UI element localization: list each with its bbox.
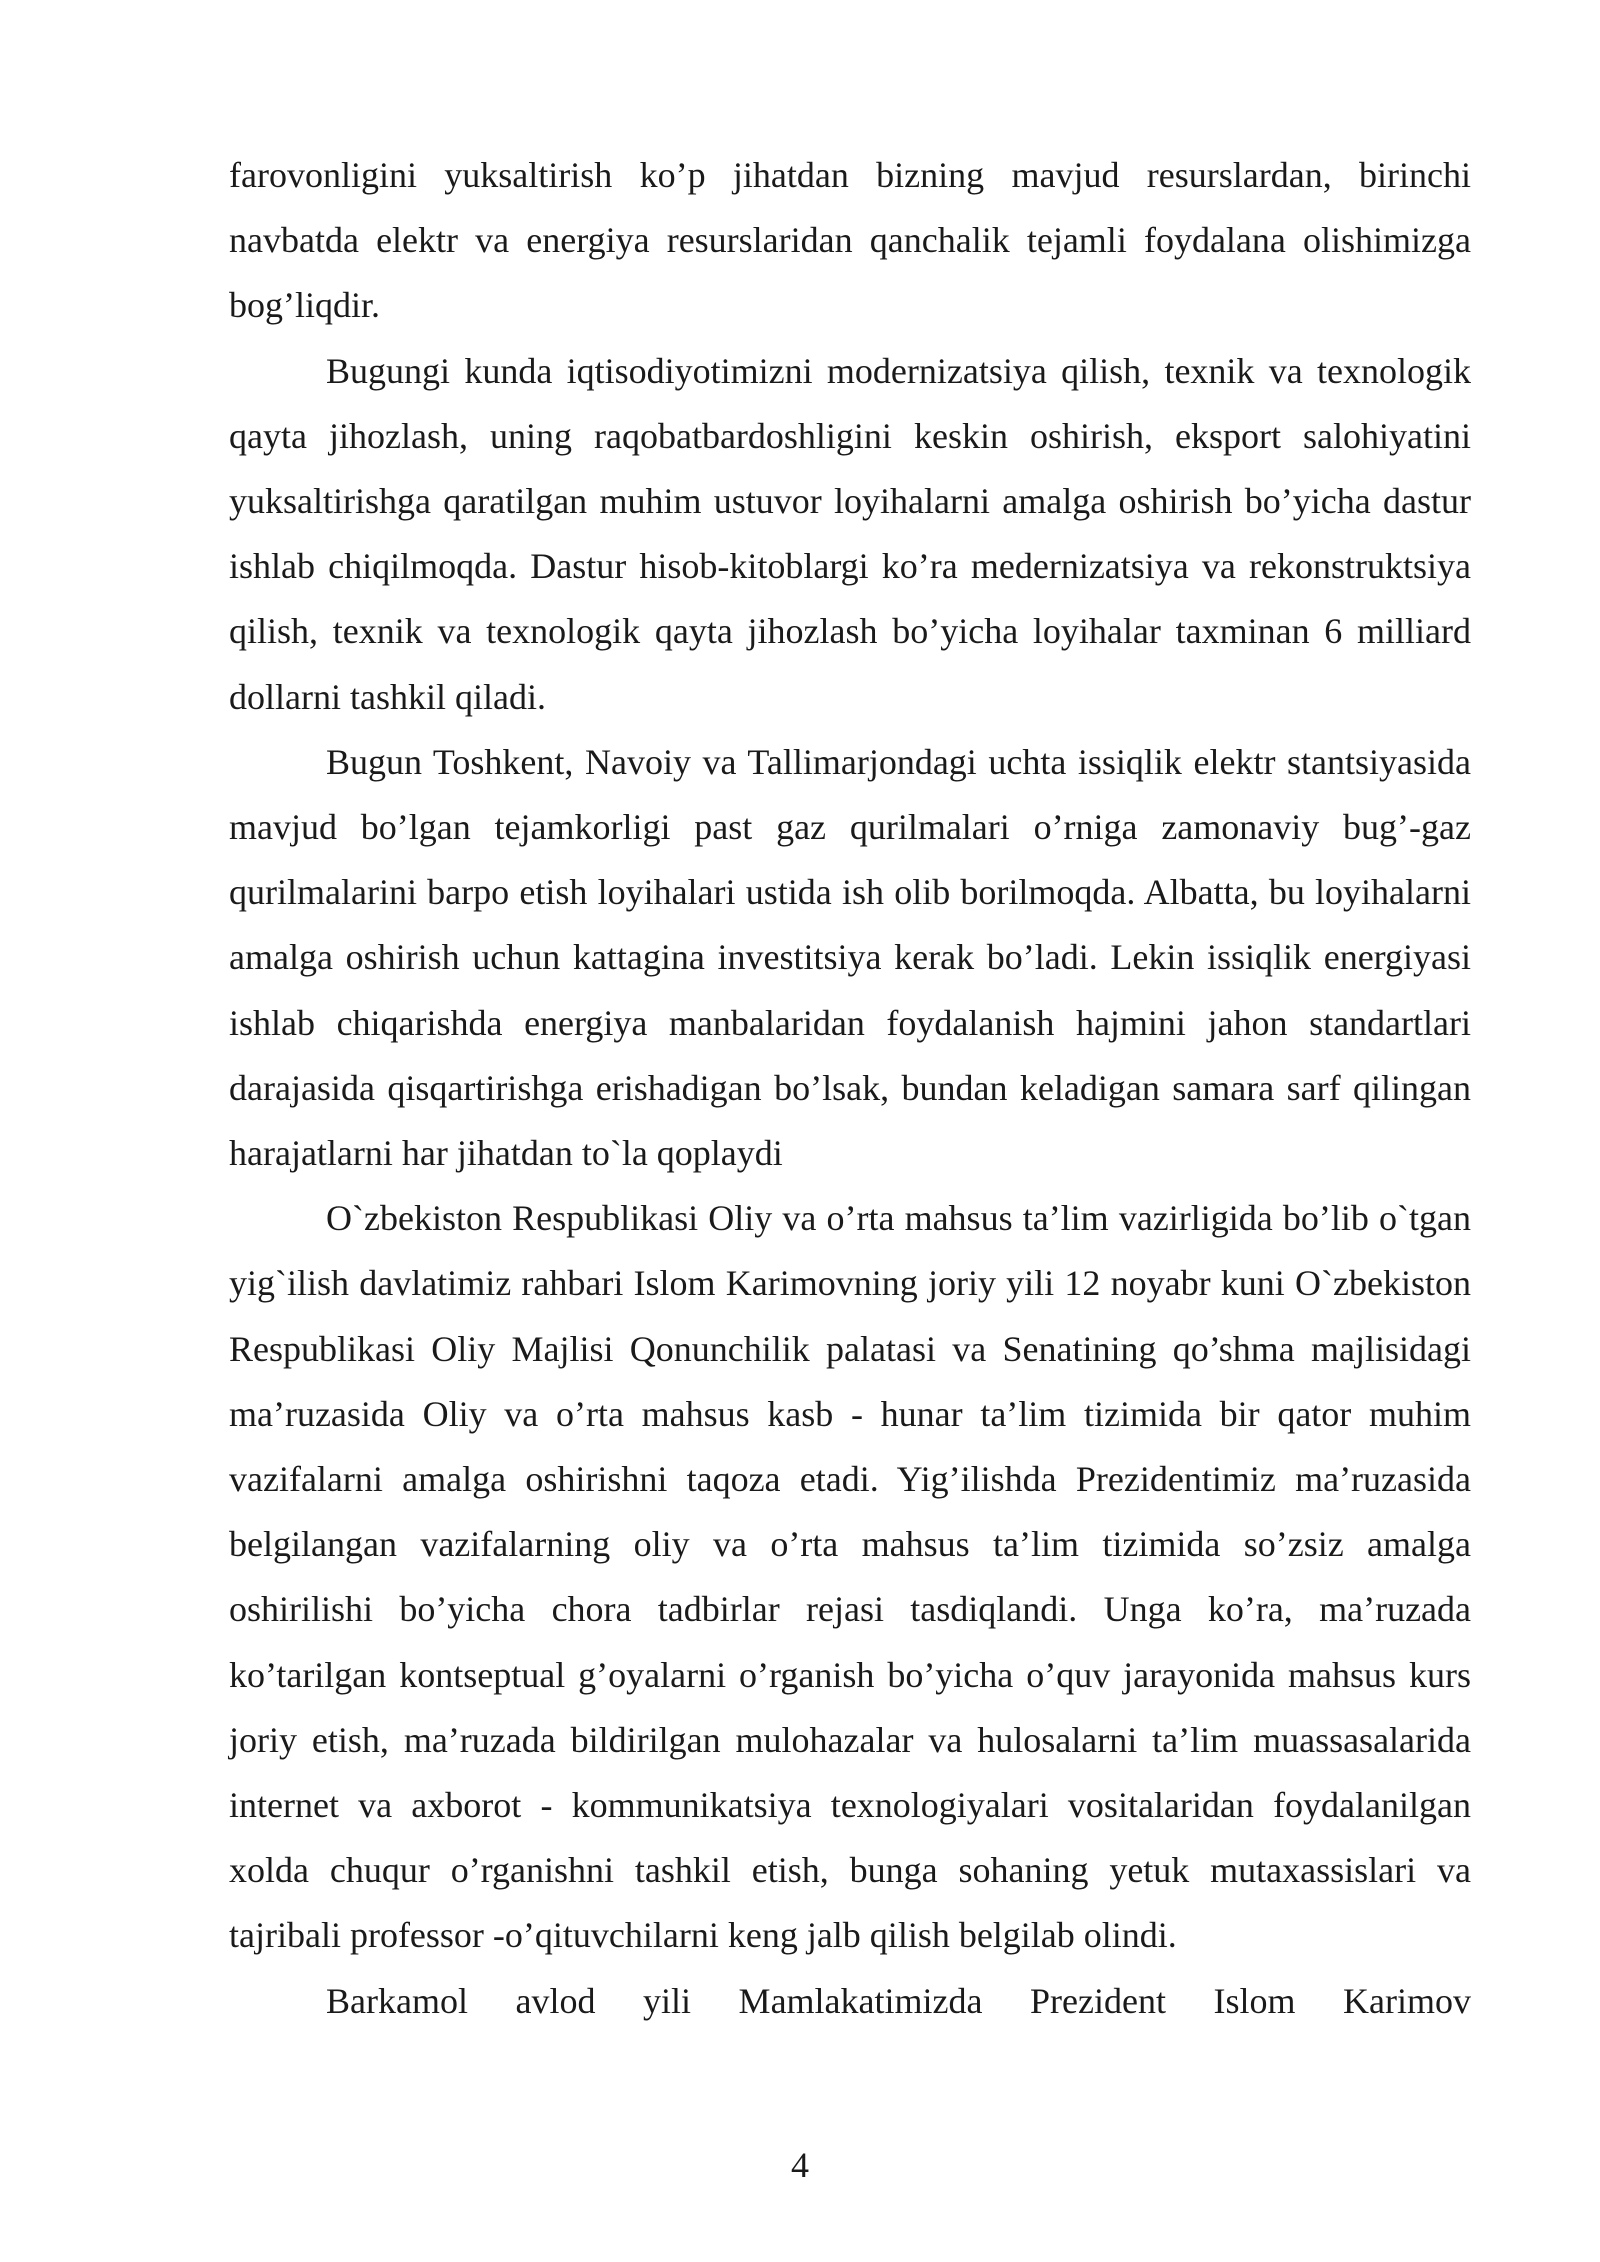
paragraph-ministry-meeting: O`zbekiston Respublikasi Oliy va o’rta mahsus ta’lim vazirligida bo’lib o`tgan yig`ilish davlatimiz rahbari Islom Karimovning joriy yili 12 noyabr kuni O`zbekiston Respublikasi Oliy Majlisi Qonunchilik palatasi va Senatining qo’shma majlisidagi ma’ruzasida Oliy va o’rta mahsus kasb - hunar ta’lim tizimida bir qator muhim vazifalarni amalga oshirishni taqoza etadi. Yig’ilishda Prezidentimiz ma’ruzasida belgilangan vazifalarning oliy va o’rta mahsus ta’lim tizimida so’zsiz amalga oshirilishi bo’yicha chora tadbirlar rejasi tasdiqlandi. Unga ko’ra, ma’ruzada ko’tarilgan kontseptual g’oyalarni o’rganish bo’yicha o’quv jarayonida mahsus kurs joriy etish, ma’ruzada bildirilgan mulohazalar va hulosalarni ta’lim muassasalarida internet va axborot - kommunikatsiya texnologiyalari vositalaridan foydalanilgan xolda chuqur o’rganishni tashkil etish, bunga sohaning yetuk mutaxassislari va tajribali professor -o’qituvchilarni keng jalb qilish belgilab olindi. bbox=[229, 1198, 1471, 1956]
paragraph-modernization: Bugungi kunda iqtisodiyotimizni modernizatsiya qilish, texnik va texnologik qayta jihozlash, uning raqobatbardoshligini keskin oshirish, eksport salohiyatini yuksaltirishga qaratilgan muhim ustuvor loyihalarni amalga oshirish bo’yicha dastur ishlab chiqilmoqda. Dastur hisob-kitoblargi ko’ra medernizatsiya va rekonstruktsiya qilish, texnik va texnologik qayta jihozlash bo’yicha loyihalar taxminan 6 milliard dollarni tashkil qiladi. bbox=[229, 350, 1471, 717]
paragraph-continuation: farovonligini yuksaltirish ko’p jihatdan bizning mavjud resurslardan, birinchi navbatda elektr va energiya resurslaridan qanchalik tejamli foydalana olishimizga bog’liqdir. bbox=[229, 155, 1471, 326]
paragraph-power-stations: Bugun Toshkent, Navoiy va Tallimarjondagi uchta issiqlik elektr stantsiyasida mavjud bo’lgan tejamkorligi past gaz qurilmalari o’rniga zamonaviy bug’-gaz qurilmalarini barpo etish loyihalari ustida ish olib borilmoqda. Albatta, bu loyihalarni amalga oshirish uchun kattagina investitsiya kerak bo’ladi. Lekin issiqlik energiyasi ishlab chiqarishda energiya manbalaridan foydalanish hajmini jahon standartlari darajasida qisqartirishga erishadigan bo’lsak, bundan keladigan samara sarf qilingan harajatlarni har jihatdan to`la qoplaydi bbox=[229, 741, 1471, 1174]
page-number: 4 bbox=[791, 2145, 809, 2185]
paragraph-barkamol-avlod: Barkamol avlod yili Mamlakatimizda Prezident Islom Karimov bbox=[326, 1980, 1471, 2021]
document-body bbox=[229, 143, 1471, 2034]
